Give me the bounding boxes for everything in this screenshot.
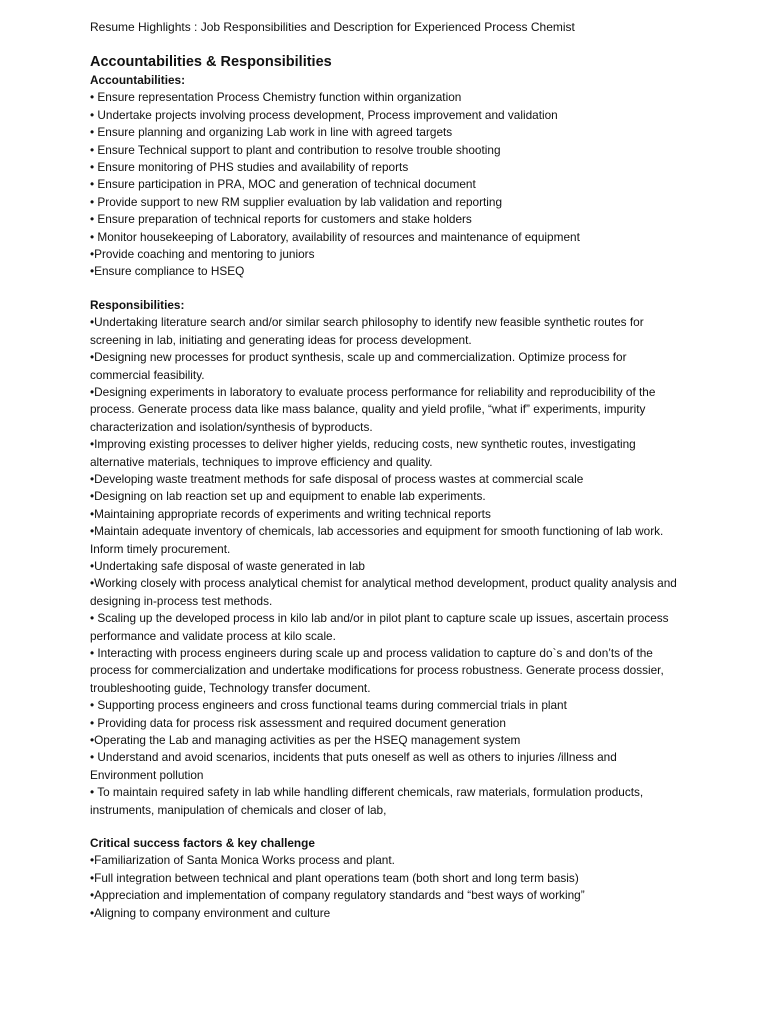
list-item: •Developing waste treatment methods for safe disposal of process wastes at commercial scale [90, 471, 584, 486]
list-item: • Supporting process engineers and cross functional teams during commercial trials in plant [90, 698, 567, 713]
list-item: •Operating the Lab and managing activities as per the HSEQ management system [90, 733, 521, 748]
bullet-list [90, 852, 680, 922]
list-item: •Designing experiments in laboratory to evaluate process performance for reliability and reproducibility of the process. Generate process data like mass balance, quality and yield profile, “what if” experiments, impurity characterization and isolation/synthesis of byproducts. [90, 384, 656, 434]
list-item: •Ensure compliance to HSEQ [90, 264, 245, 279]
list-item: • Ensure Technical support to plant and contribution to resolve trouble shooting [90, 142, 501, 157]
list-item: •Provide coaching and mentoring to juniors [90, 247, 315, 262]
sections-container [90, 72, 680, 922]
list-item: • Undertake projects involving process development, Process improvement and validation [90, 107, 558, 122]
list-item: • Ensure planning and organizing Lab work in line with agreed targets [90, 125, 453, 140]
accountabilities-section [90, 72, 680, 281]
list-item: •Designing new processes for product synthesis, scale up and commercialization. Optimize process for commercial feasibility. [90, 350, 627, 382]
section-title: Responsibilities: [90, 297, 185, 312]
list-item: •Familiarization of Santa Monica Works process and plant. [90, 853, 395, 868]
list-item: • Ensure representation Process Chemistry function within organization [90, 90, 462, 105]
list-item: • Providing data for process risk assessment and required document generation [90, 715, 506, 730]
list-item: • Monitor housekeeping of Laboratory, availability of resources and maintenance of equipment [90, 229, 580, 244]
bullet-list [90, 314, 680, 819]
list-item: •Undertaking safe disposal of waste generated in lab [90, 558, 365, 573]
bullet-list [90, 89, 680, 280]
list-item: •Appreciation and implementation of company regulatory standards and “best ways of working” [90, 888, 585, 903]
list-item: •Full integration between technical and plant operations team (both short and long term basis) [90, 870, 579, 885]
section-title: Critical success factors & key challenge [90, 836, 315, 851]
list-item: • Ensure preparation of technical reports for customers and stake holders [90, 212, 472, 227]
list-item: •Improving existing processes to deliver higher yields, reducing costs, new synthetic routes, investigating alternative materials, techniques to improve efficiency and quality. [90, 437, 636, 469]
critical-success-section [90, 835, 680, 922]
list-item: •Aligning to company environment and culture [90, 905, 331, 920]
list-item: • Interacting with process engineers during scale up and process validation to capture do`s and don’ts of the process for commercialization and undertake modifications for process robustness. Generate process dossier, troubleshooting guide, Technology transfer document. [90, 646, 664, 695]
list-item: •Working closely with process analytical chemist for analytical method development, product quality analysis and designing in-process test methods. [90, 576, 677, 608]
main-heading: Accountabilities & Responsibilities [90, 54, 332, 70]
document-header: Resume Highlights : Job Responsibilities and Description for Experienced Process Chemist [90, 20, 575, 34]
list-item: •Maintaining appropriate records of experiments and writing technical reports [90, 506, 491, 521]
list-item: • Ensure participation in PRA, MOC and generation of technical document [90, 177, 476, 192]
list-item: •Designing on lab reaction set up and equipment to enable lab experiments. [90, 489, 486, 504]
document-page [90, 18, 680, 922]
list-item: •Maintain adequate inventory of chemicals, lab accessories and equipment for smooth functioning of lab work. Inform timely procurement. [90, 524, 664, 556]
list-item: • Understand and avoid scenarios, incidents that puts oneself as well as others to injuries /illness and Environment pollution [90, 750, 617, 782]
list-item: • Ensure monitoring of PHS studies and availability of reports [90, 160, 409, 175]
list-item: • Scaling up the developed process in kilo lab and/or in pilot plant to capture scale up issues, ascertain process performance and validate process at kilo scale. [90, 611, 669, 643]
section-title: Accountabilities: [90, 73, 186, 87]
list-item: • To maintain required safety in lab while handling different chemicals, raw materials, formulation products, instruments, manipulation of chemicals and closer of lab, [90, 785, 644, 817]
list-item: •Undertaking literature search and/or similar search philosophy to identify new feasible synthetic routes for screening in lab, initiating and generating ideas for process development. [90, 315, 644, 347]
list-item: • Provide support to new RM supplier evaluation by lab validation and reporting [90, 194, 503, 209]
responsibilities-section [90, 297, 680, 819]
